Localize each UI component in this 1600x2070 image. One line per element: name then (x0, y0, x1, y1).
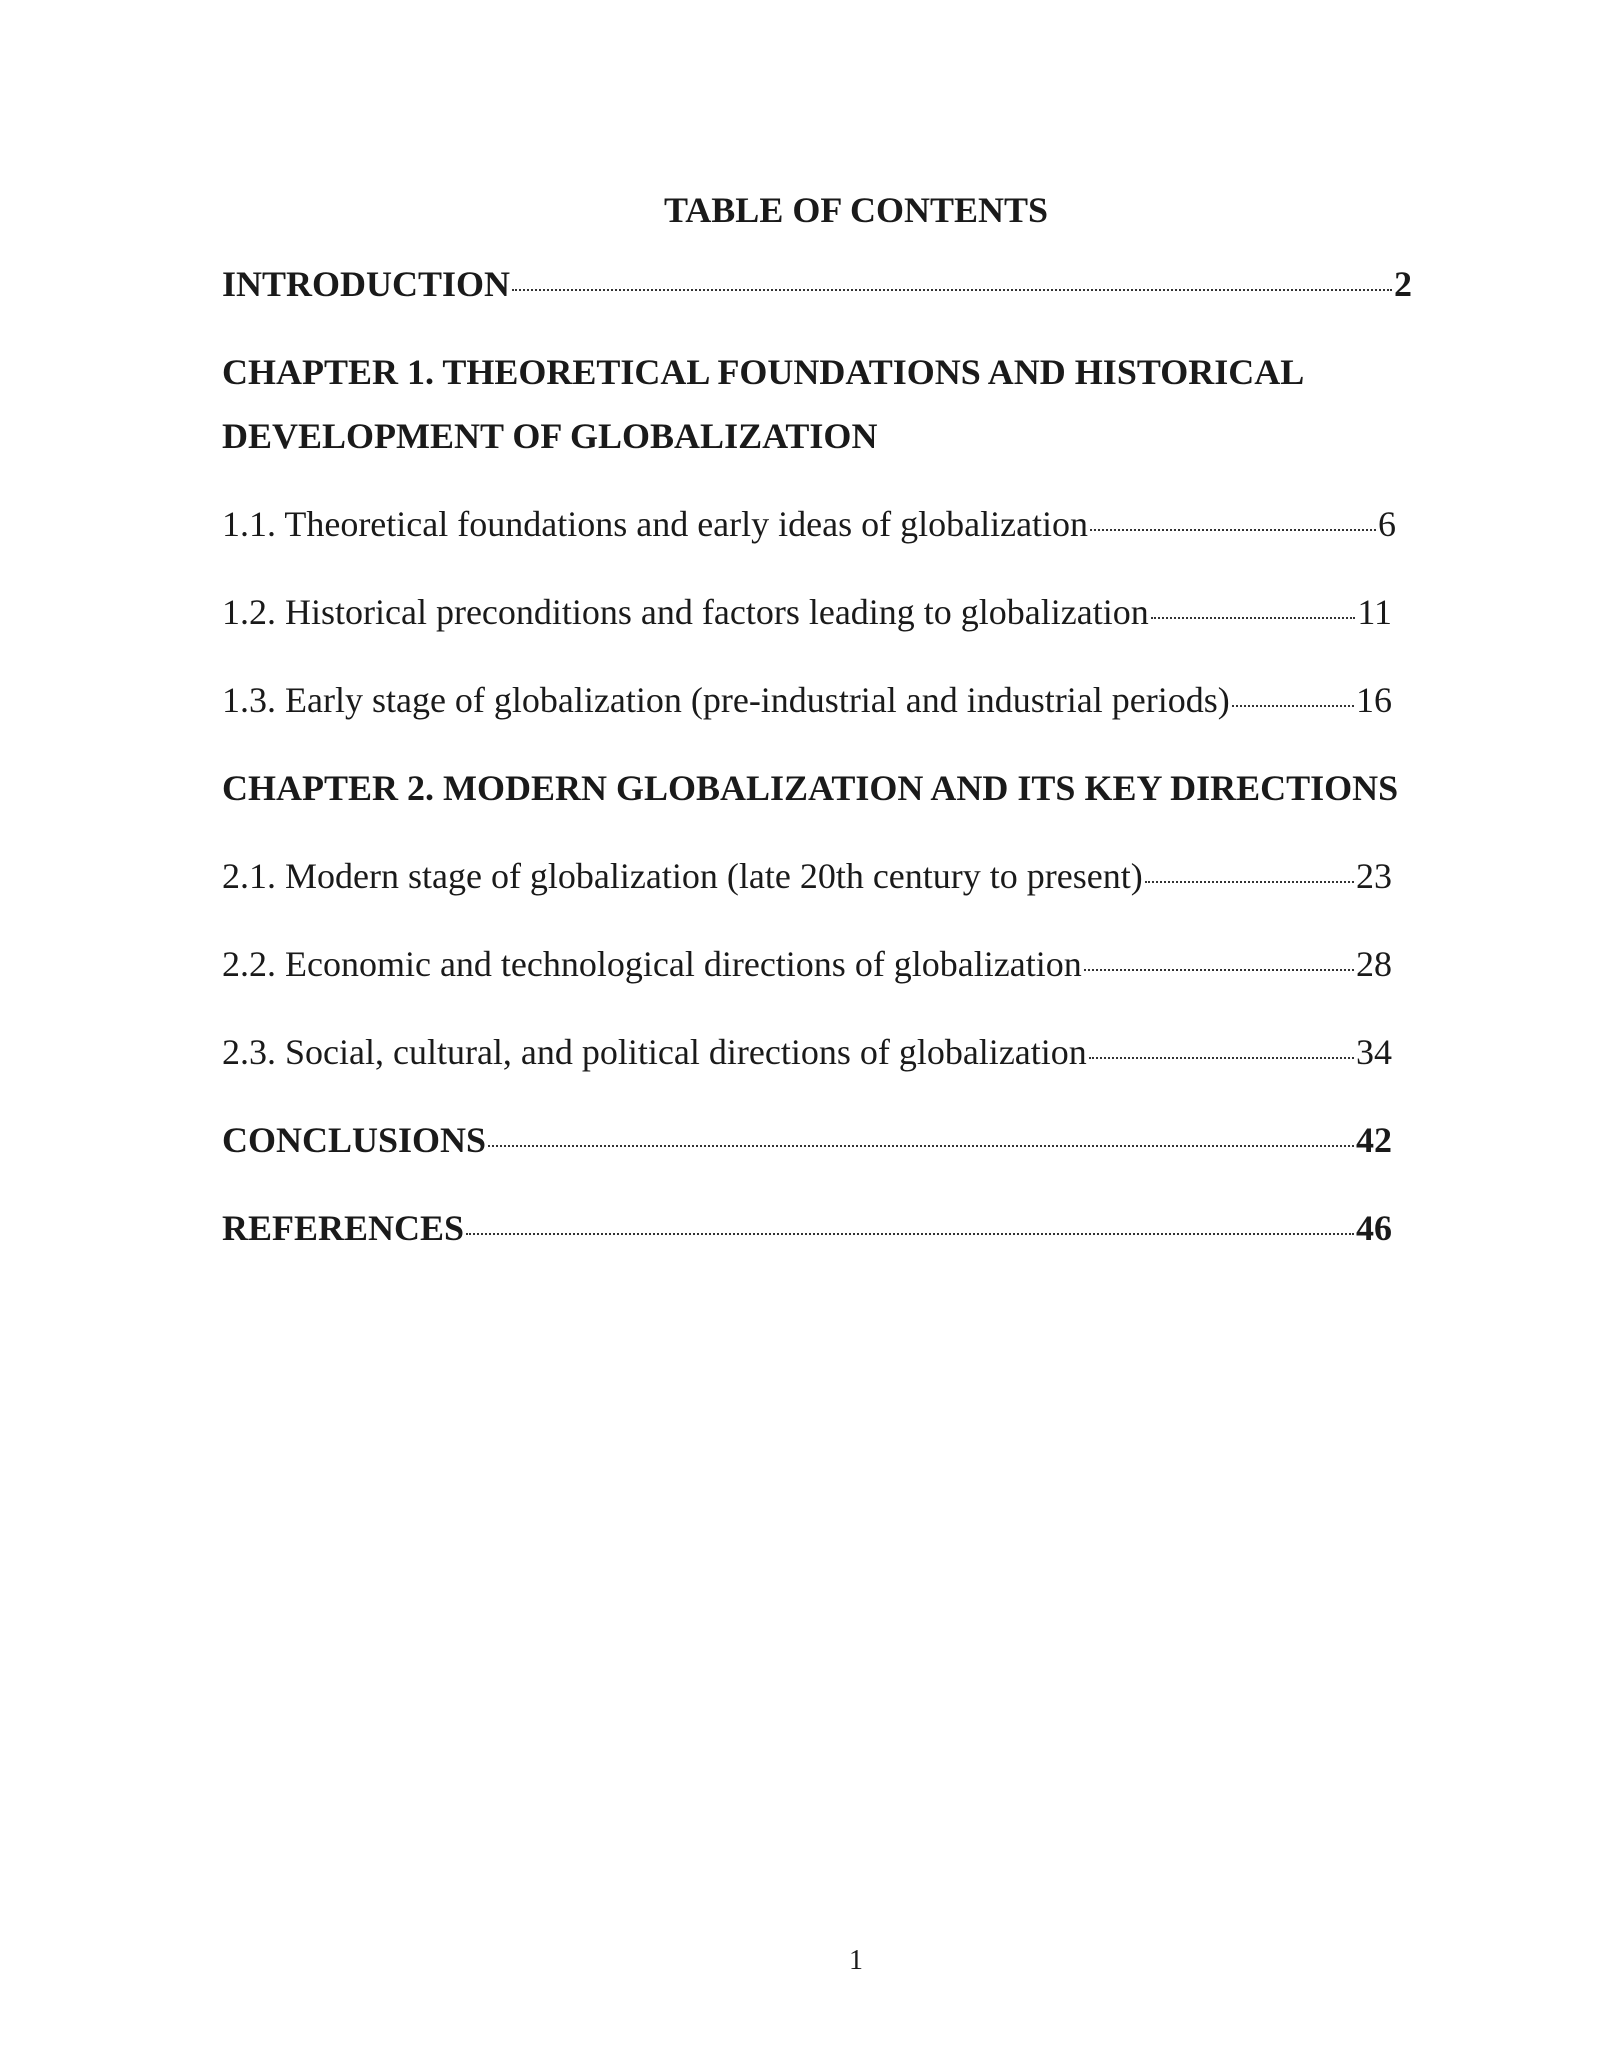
dot-leader (1232, 705, 1354, 707)
toc-entry-page: 16 (1356, 680, 1392, 720)
toc-entry-title: INTRODUCTION (222, 264, 511, 304)
toc-entry-references[interactable] (222, 1206, 1392, 1250)
toc-entry-page: 6 (1378, 504, 1396, 544)
dot-leader (1151, 617, 1356, 619)
toc-entry-page: 46 (1356, 1208, 1392, 1248)
dot-leader (466, 1233, 1354, 1235)
toc-title: TABLE OF CONTENTS (663, 190, 1049, 230)
toc-entry-title: 1.2. Historical preconditions and factors leading to globalization (222, 592, 1149, 632)
toc-entry-introduction[interactable] (222, 262, 1412, 306)
toc-entry-title: CHAPTER 2. MODERN GLOBALIZATION AND ITS KEY DIRECTIONS (222, 768, 1399, 808)
dot-leader (488, 1145, 1354, 1147)
toc-entry-title: 1.1. Theoretical foundations and early ideas of globalization (222, 504, 1089, 544)
toc-entry-page: 42 (1356, 1120, 1392, 1160)
toc-entry-conclusions[interactable] (222, 1118, 1392, 1162)
dot-leader (1089, 1057, 1354, 1059)
toc-entry-section-1-3[interactable] (222, 678, 1392, 722)
toc-entry-title: 1.3. Early stage of globalization (pre-industrial and industrial periods) (222, 680, 1230, 720)
toc-entry-title: 2.2. Economic and technological directions of globalization (222, 944, 1082, 984)
toc-entry-title: REFERENCES (222, 1208, 465, 1248)
page-number: 1 (849, 1945, 863, 1976)
toc-entry-title: 2.1. Modern stage of globalization (late 20th century to present) (222, 856, 1143, 896)
toc-entry-section-2-1[interactable] (222, 854, 1392, 898)
dot-leader (1084, 969, 1354, 971)
toc-entry-page: 28 (1356, 944, 1392, 984)
toc-entry-page: 34 (1356, 1032, 1392, 1072)
toc-entry-section-2-2[interactable] (222, 942, 1392, 986)
toc-entry-title: CONCLUSIONS (222, 1120, 487, 1160)
toc-entry-page: 2 (1394, 264, 1412, 304)
toc-entry-section-1-1[interactable] (222, 502, 1396, 546)
toc-entry-page: 23 (1356, 856, 1392, 896)
toc-chapter2-heading[interactable] (222, 766, 1412, 810)
dot-leader (1145, 881, 1354, 883)
toc-entry-section-2-3[interactable] (222, 1030, 1392, 1074)
toc-chapter1-heading[interactable]: CHAPTER 1. THEORETICAL FOUNDATIONS AND HISTORICAL DEVELOPMENT OF GLOBALIZATION (222, 352, 1303, 456)
toc-entry-section-1-2[interactable] (222, 590, 1392, 634)
toc-entry-page: 11 (1357, 592, 1392, 632)
dot-leader (512, 289, 1392, 291)
dot-leader (1090, 529, 1376, 531)
toc-entry-title: 2.3. Social, cultural, and political directions of globalization (222, 1032, 1087, 1072)
